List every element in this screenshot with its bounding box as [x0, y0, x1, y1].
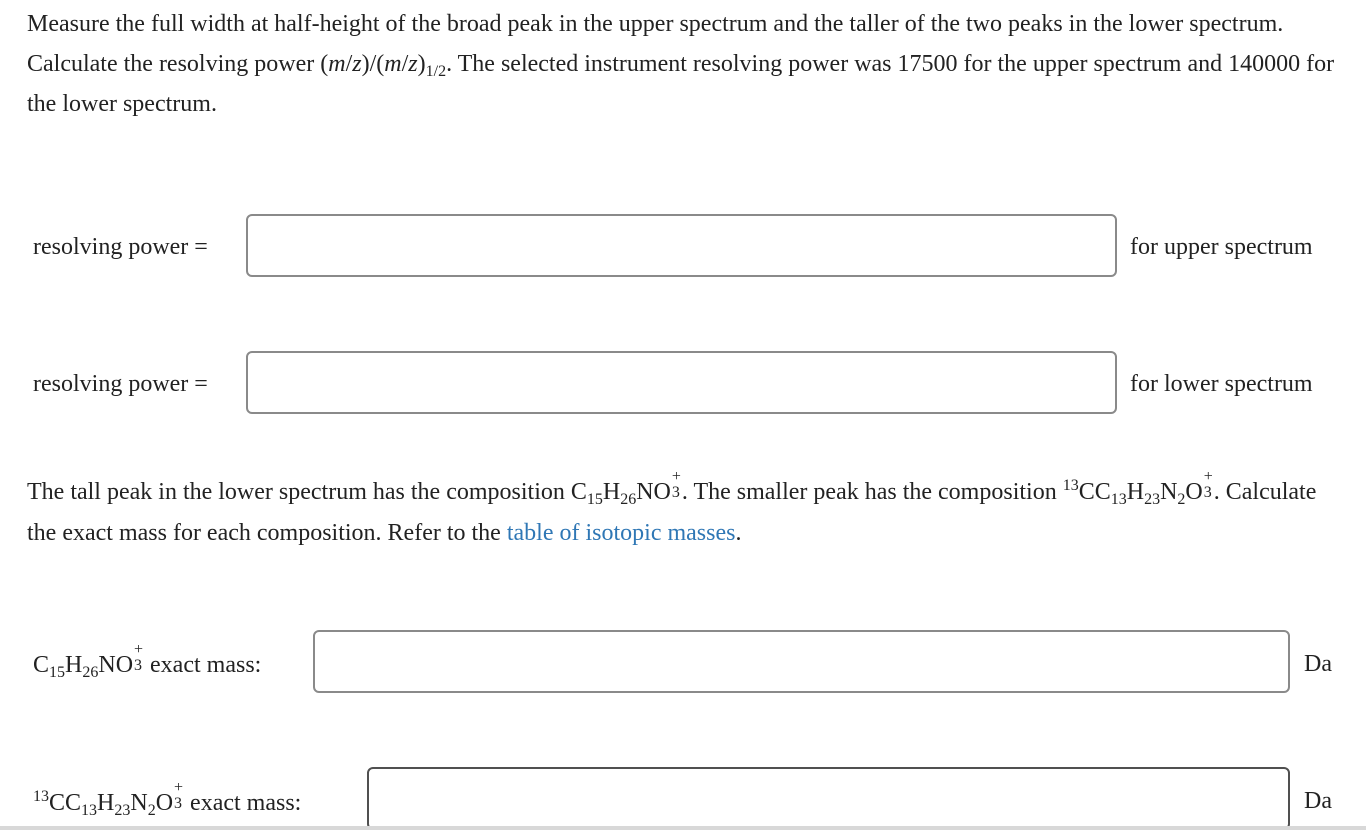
element-h: H	[65, 652, 83, 678]
isotope-13: 13	[33, 788, 49, 805]
formula-paren: (	[320, 51, 329, 77]
exact-mass-1-input[interactable]	[313, 630, 1290, 693]
formula-2-label	[33, 779, 184, 819]
isotope-13: 13	[1062, 477, 1079, 494]
subscript-c: 15	[586, 491, 603, 508]
charge-plus: +	[174, 779, 184, 796]
formula-small-peak	[1062, 468, 1214, 508]
element-no: NO	[636, 479, 671, 505]
resolving-power-upper-input[interactable]	[246, 214, 1117, 277]
intro-text-2: . The selected instrument resolving power was 17500 for the upper spectrum and 140000 for the lower spectrum.	[27, 51, 1335, 117]
composition-text-3: . Calculate the exact mass for each composition. Refer to the	[27, 479, 1317, 546]
formula-slash: /	[345, 51, 353, 77]
charge-plus: +	[671, 468, 681, 485]
element-o: O	[1185, 479, 1203, 505]
charge-subscript-o	[133, 641, 144, 674]
resolving-power-formula	[320, 51, 447, 80]
subscript-o: 3	[1203, 484, 1212, 501]
formula-half-subscript: 1/2	[425, 63, 447, 80]
exact-mass-2-input[interactable]	[367, 767, 1290, 830]
charge-plus: +	[1203, 468, 1213, 485]
formula-m: m	[328, 51, 346, 77]
resolving-power-lower-label: resolving power =	[33, 371, 208, 397]
formula-z: z	[352, 51, 362, 77]
formula-slash: /	[401, 51, 409, 77]
element-n: N	[130, 790, 148, 816]
element-h: H	[97, 790, 115, 816]
element-o: O	[155, 790, 174, 816]
exact-mass-1-label	[33, 641, 262, 681]
lower-spectrum-unit: for lower spectrum	[1130, 371, 1313, 397]
intro-text-1: Measure the full width at half-height of the broad peak in the upper spectrum and the taller of the two peaks in the lower spectrum. Calculate the resolving power	[27, 11, 1284, 77]
resolving-power-upper-label: resolving power =	[33, 234, 208, 260]
composition-paragraph	[27, 468, 1347, 554]
subscript-c: 15	[49, 664, 66, 681]
subscript-h: 23	[1144, 491, 1161, 508]
element-c: C	[570, 479, 587, 505]
composition-text-2: . The smaller peak has the composition	[681, 479, 1063, 505]
element-cc: CC	[49, 790, 82, 816]
formula-paren: )	[417, 51, 426, 77]
subscript-c: 13	[81, 802, 98, 819]
subscript-o: 3	[671, 484, 680, 501]
element-n: N	[1160, 479, 1178, 505]
upper-spectrum-unit: for upper spectrum	[1130, 234, 1313, 260]
formula-z: z	[408, 51, 418, 77]
formula-divider: )/(	[361, 51, 385, 77]
charge-subscript-o	[1203, 468, 1214, 501]
element-cc: CC	[1078, 479, 1111, 505]
exact-mass-1-unit: Da	[1304, 651, 1332, 677]
question-intro	[27, 4, 1347, 124]
resolving-power-lower-input[interactable]	[246, 351, 1117, 414]
element-h: H	[1126, 479, 1145, 505]
exact-mass-suffix: exact mass:	[144, 652, 262, 678]
charge-subscript-o	[671, 468, 682, 501]
formula-1-label	[33, 641, 144, 681]
composition-text-1: The tall peak in the lower spectrum has the composition	[27, 479, 571, 505]
subscript-o: 3	[134, 657, 143, 674]
exact-mass-2-unit: Da	[1304, 788, 1332, 814]
formula-m: m	[384, 51, 402, 77]
subscript-o: 3	[174, 795, 183, 812]
subscript-h: 26	[82, 664, 99, 681]
viewport-bottom-divider	[0, 826, 1366, 830]
subscript-n: 2	[147, 802, 156, 819]
element-h: H	[602, 479, 621, 505]
subscript-h: 23	[114, 802, 131, 819]
subscript-n: 2	[1177, 491, 1186, 508]
charge-plus: +	[134, 641, 144, 658]
formula-tall-peak	[570, 468, 682, 508]
element-c: C	[33, 652, 50, 678]
charge-subscript-o	[173, 779, 184, 812]
exact-mass-suffix: exact mass:	[184, 790, 302, 816]
exact-mass-2-label	[33, 779, 302, 819]
element-no: NO	[98, 652, 134, 678]
isotopic-masses-link[interactable]: table of isotopic masses	[506, 520, 736, 546]
subscript-c: 13	[1110, 491, 1127, 508]
composition-text-4: .	[735, 520, 742, 546]
subscript-h: 26	[620, 491, 637, 508]
